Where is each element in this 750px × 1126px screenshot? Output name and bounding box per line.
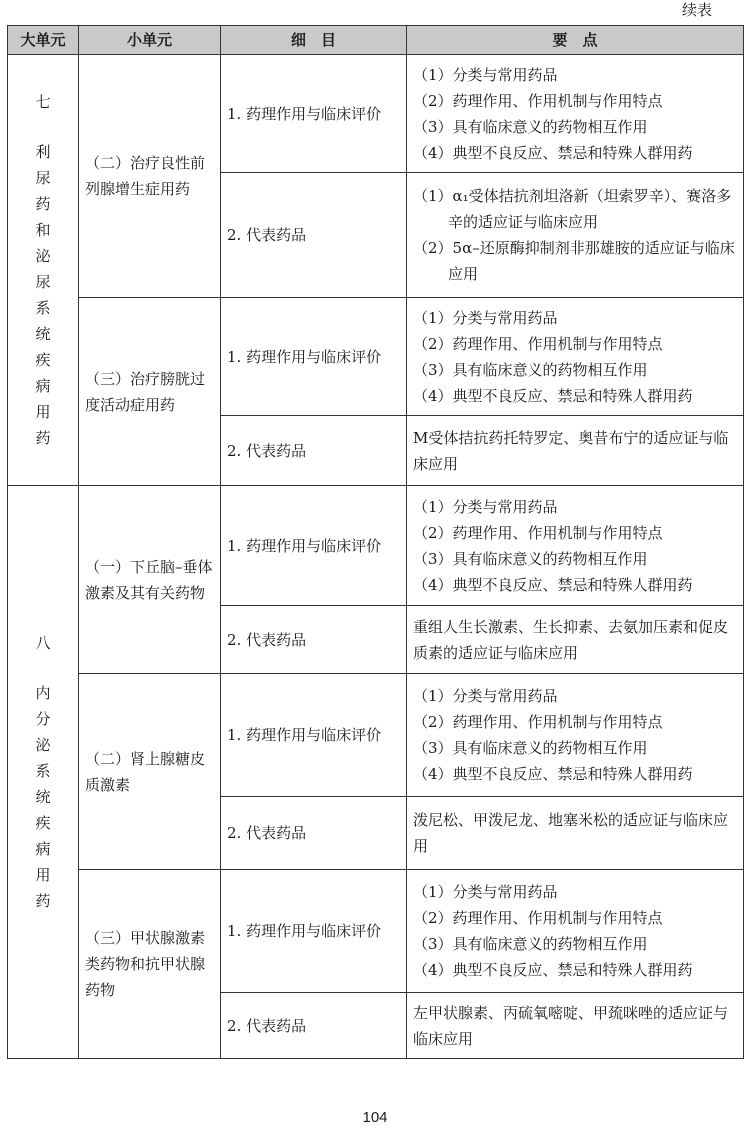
unit-cell bbox=[8, 486, 79, 1059]
item-cell: 1. 药理作用与临床评价 bbox=[221, 674, 407, 797]
syllabus-table bbox=[7, 25, 744, 1059]
point: （2）药理作用、作用机制与作用特点 bbox=[413, 713, 663, 731]
point: （2）药理作用、作用机制与作用特点 bbox=[413, 334, 663, 353]
point: （1）α₁受体拮抗剂坦洛新（坦索罗辛）、赛洛多辛的适应证与临床应用 bbox=[413, 187, 732, 231]
unit-title: 内分泌系统疾病用药 bbox=[35, 684, 51, 910]
subunit-cell: （一）下丘脑–垂体激素及其有关药物 bbox=[79, 486, 221, 674]
point: （1）分类与常用药品 bbox=[413, 308, 558, 327]
table-row bbox=[8, 674, 744, 797]
points-cell bbox=[407, 606, 744, 674]
item-cell: 1. 药理作用与临床评价 bbox=[221, 298, 407, 416]
point: （3）具有临床意义的药物相互作用 bbox=[413, 739, 648, 757]
point: （2）药理作用、作用机制与作用特点 bbox=[413, 91, 663, 110]
points-cell bbox=[407, 486, 744, 606]
point: （4）典型不良反应、禁忌和特殊人群用药 bbox=[413, 765, 693, 783]
unit-title: 利尿药和泌尿系统疾病用药 bbox=[35, 143, 51, 447]
point: （3）具有临床意义的药物相互作用 bbox=[413, 117, 648, 136]
col-header-unit: 大单元 bbox=[8, 26, 79, 55]
point: （3）具有临床意义的药物相互作用 bbox=[413, 360, 648, 379]
unit-number: 七 bbox=[35, 93, 51, 111]
subunit-cell: （二）肾上腺糖皮质激素 bbox=[79, 674, 221, 870]
table-row bbox=[8, 870, 744, 993]
item-cell: 1. 药理作用与临床评价 bbox=[221, 870, 407, 993]
col-header-item: 细 目 bbox=[221, 26, 407, 55]
point: （3）具有临床意义的药物相互作用 bbox=[413, 935, 648, 953]
item-cell: 1. 药理作用与临床评价 bbox=[221, 55, 407, 173]
points-cell bbox=[407, 797, 744, 870]
points-cell bbox=[407, 993, 744, 1059]
item-cell: 2. 代表药品 bbox=[221, 416, 407, 486]
subunit-cell: （三）治疗膀胱过度活动症用药 bbox=[79, 298, 221, 486]
point: 左甲状腺素、丙硫氧嘧啶、甲巯咪唑的适应证与临床应用 bbox=[413, 1003, 729, 1048]
points-cell bbox=[407, 173, 744, 298]
points-cell bbox=[407, 870, 744, 993]
point: （4）典型不良反应、禁忌和特殊人群用药 bbox=[413, 386, 693, 405]
point: （2）5α–还原酶抑制剂非那雄胺的适应证与临床应用 bbox=[413, 239, 735, 283]
point: 重组人生长激素、生长抑素、去氨加压素和促皮质素的适应证与临床应用 bbox=[413, 617, 729, 662]
item-cell: 1. 药理作用与临床评价 bbox=[221, 486, 407, 606]
subunit-cell: （三）甲状腺激素类药物和抗甲状腺药物 bbox=[79, 870, 221, 1059]
point: （4）典型不良反应、禁忌和特殊人群用药 bbox=[413, 961, 693, 979]
table-row bbox=[8, 486, 744, 606]
page-number: 104 bbox=[362, 1109, 388, 1126]
point: （4）典型不良反应、禁忌和特殊人群用药 bbox=[413, 143, 693, 162]
item-cell: 2. 代表药品 bbox=[221, 797, 407, 870]
col-header-subunit: 小单元 bbox=[79, 26, 221, 55]
item-cell: 2. 代表药品 bbox=[221, 173, 407, 298]
col-header-points: 要 点 bbox=[407, 26, 744, 55]
item-cell: 2. 代表药品 bbox=[221, 993, 407, 1059]
continued-label: 续表 bbox=[681, 1, 712, 19]
point: （2）药理作用、作用机制与作用特点 bbox=[413, 523, 663, 542]
point: （2）药理作用、作用机制与作用特点 bbox=[413, 909, 663, 927]
point: （1）分类与常用药品 bbox=[413, 497, 558, 516]
points-cell bbox=[407, 674, 744, 797]
points-cell bbox=[407, 55, 744, 173]
points-cell bbox=[407, 416, 744, 486]
point: （1）分类与常用药品 bbox=[413, 883, 558, 901]
item-cell: 2. 代表药品 bbox=[221, 606, 407, 674]
point: 泼尼松、甲泼尼龙、地塞米松的适应证与临床应用 bbox=[413, 811, 729, 855]
points-cell bbox=[407, 298, 744, 416]
header-row bbox=[8, 26, 744, 55]
unit-cell bbox=[8, 55, 79, 486]
point: （3）具有临床意义的药物相互作用 bbox=[413, 549, 648, 568]
point: （1）分类与常用药品 bbox=[413, 65, 558, 84]
unit-number: 八 bbox=[35, 634, 51, 652]
table-row bbox=[8, 298, 744, 416]
subunit-cell: （二）治疗良性前列腺增生症用药 bbox=[79, 55, 221, 298]
table-row bbox=[8, 55, 744, 173]
point: （1）分类与常用药品 bbox=[413, 687, 558, 705]
point: M受体拮抗药托特罗定、奥昔布宁的适应证与临床应用 bbox=[413, 428, 729, 473]
point: （4）典型不良反应、禁忌和特殊人群用药 bbox=[413, 575, 693, 594]
